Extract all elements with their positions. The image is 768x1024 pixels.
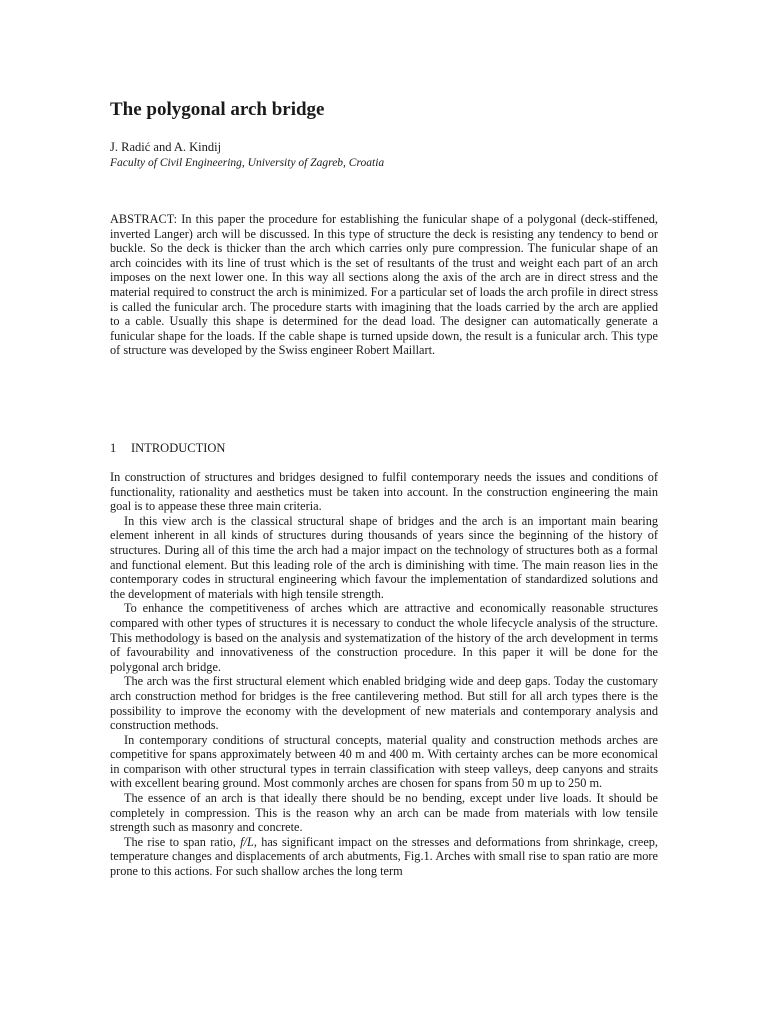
introduction-body	[110, 470, 658, 879]
body-paragraph: In construction of structures and bridges designed to fulfil contemporary needs the issues and conditions of functionality, rationality and aesthetics must be taken into account. In the construction engineering the main goal is to appease these three main criteria.	[110, 470, 658, 514]
rise-span-ratio-symbol: f/L	[240, 834, 254, 849]
section-title: INTRODUCTION	[131, 441, 226, 455]
paper-abstract: ABSTRACT: In this paper the procedure for establishing the funicular shape of a polygonal (deck-stiffened, inverted Langer) arch will be discussed. In this type of structure the deck is resisting any tendency to bend or buckle. So the deck is thicker than the arch which carries only pure compression. The funicular shape of an arch coincides with its line of trust which is the set of resultants of the trust and weight each part of an arch imposes on the next lower one. In this way all sections along the axis of the arch are in direct stress and the material required to construct the arch is minimized. For a particular set of loads the arch profile in direct stress is called the funicular arch. The procedure starts with imagining that the loads carried by the arch are applied to a cable. Usually this shape is determined for the dead load. The designer can automatically generate a funicular shape for the loads. If the cable shape is turned upside down, the result is a funicular arch. This type of structure was developed by the Swiss engineer Robert Maillart.	[110, 212, 658, 358]
body-paragraph	[110, 835, 658, 879]
paragraph-text-end: , has significant impact on the stresses and deformations from shrinkage, creep, temperature changes and displacements of arch abutments, Fig.1. Arches with small rise to span ratio are more prone to this actions. For such shallow arches the long term	[110, 834, 659, 879]
body-paragraph: The arch was the first structural element which enabled bridging wide and deep gaps. Today the customary arch construction method for bridges is the free cantilevering method. But still for all arch types there is the possibility to improve the economy with the development of new materials and contemporary analysis and construction methods.	[110, 674, 658, 733]
body-paragraph: The essence of an arch is that ideally there should be no bending, except under live loads. It should be completely in compression. This is the reason why an arch can be made from materials with low tensile strength such as masonry and concrete.	[110, 791, 658, 835]
body-paragraph: In this view arch is the classical structural shape of bridges and the arch is an important main bearing element inherent in all kinds of structures during thousands of years since the beginning of the history of structures. During all of this time the arch had a major impact on the technology of structures both as a formal and functional element. But this leading role of the arch is diminishing with time. The main reason lies in the contemporary codes in structural engineering which favour the implementation of standardized solutions and the development of materials with high tensile strength.	[110, 513, 658, 601]
section-heading-introduction	[110, 441, 225, 456]
paper-affiliation: Faculty of Civil Engineering, University of Zagreb, Croatia	[110, 157, 385, 169]
body-paragraph: In contemporary conditions of structural concepts, material quality and construction methods arches are competitive for spans approximately between 40 m and 400 m. With certainty arches can be more economical in comparison with other structural types in terrain classification with steep valleys, deep canyons and straits with excellent bearing ground. Most commonly arches are chosen for spans from 50 m up to 250 m.	[110, 732, 658, 791]
section-number: 1	[110, 441, 117, 455]
paragraph-text-start: The rise to span ratio,	[124, 834, 241, 849]
paper-authors: J. Radić and A. Kindij	[110, 140, 222, 154]
body-paragraph: To enhance the competitiveness of arches which are attractive and economically reasonable structures compared with other types of structures it is necessary to conduct the whole lifecycle analysis of the structure. This methodology is based on the analysis and systematization of the history of the arch development in terms of favourability and innovativeness of the construction procedure. In this paper it will be done for the polygonal arch bridge.	[110, 601, 658, 674]
paper-page	[110, 0, 658, 1024]
paper-title: The polygonal arch bridge	[110, 99, 325, 120]
